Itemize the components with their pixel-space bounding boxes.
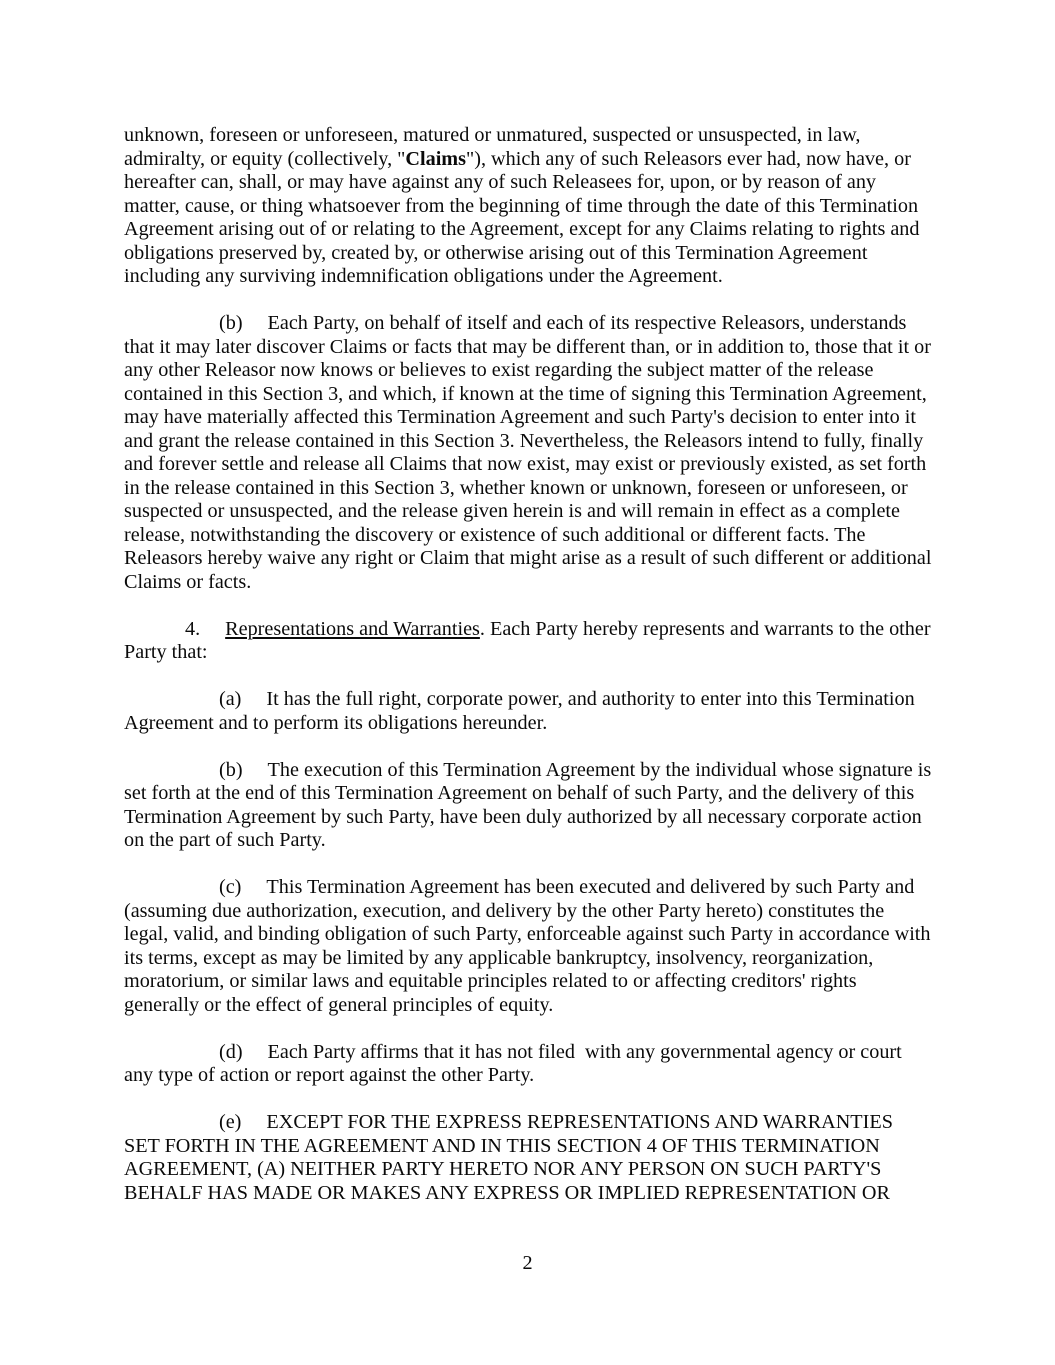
paragraph-section4-a [124,688,932,735]
paragraph-section4-b [124,758,937,853]
text-run: "), which any of such Releasors ever had, now have, or hereafter can, shall, or may have against any of such Releasees for, upon, or by reason of any matter, cause, or thing whatsoever from the beginning of time through the date of this Termination Agreement arising out of or relating to the Agreement, except for any Claims relating to rights and obligations preserved by, created by, or otherwise arising out of this Termination Agreement including any surviving indemnification obligations under the Agreement. [124,147,925,287]
text-run: (d) [219,1040,243,1063]
text-run: (c) [219,876,242,898]
document-body [124,124,937,1229]
text-run: (b) [219,758,243,781]
text-run: (e) [219,1111,242,1133]
paragraph-section4-c [124,876,936,1017]
paragraph-section4-e [124,1111,932,1205]
text-run: It has the full right, corporate power, and authority to enter into this Termination Agreement and to perform its obligations hereunder. [124,688,919,734]
text-run: unknown, foreseen or unforeseen, matured or unmatured, suspected or unsuspected, in law, admiralty, or equity (collectively, " [124,124,866,170]
text-run: (a) [219,688,242,710]
text-run: The execution of this Termination Agreement by the individual whose signature is set forth at the end of this Termination Agreement on behalf of such Party, and the delivery of this Termination Agreement by such Party, have been duly authorized by all necessary corporate action on the part of such Party. [124,758,937,851]
paragraph-section4-d [124,1041,932,1088]
text-run: (b) [219,312,243,334]
text-run: EXCEPT FOR THE EXPRESS REPRESENTATIONS AND WARRANTIES SET FORTH IN THE AGREEMENT AND IN THIS SECTION 4 OF THIS TERMINATION AGREEMENT, (A) NEITHER PARTY HERETO NOR ANY PERSON ON SUCH PARTY'S BEHALF HAS MADE OR MAKES ANY EXPRESS OR IMPLIED REPRESENTATION OR [124,1111,898,1204]
page-footer [0,1252,1055,1276]
paragraph-release-continuation [124,124,932,289]
text-run: Each Party, on behalf of itself and each of its respective Releasors, understands that it may later discover Claims or facts that may be different than, or in addition to, those that it or any other Releasor now knows or believes to exist regarding the subject matter of the release contained in this Section 3, and which, if known at the time of signing this Termination Agreement, may have materially affected this Termination Agreement and such Party's decision to enter into it and grant the release contained in this Section 3. Nevertheless, the Releasors intend to fully, finally and forever settle and release all Claims that now exist, may exist or previously existed, as set forth in the release contained in this Section 3, whether known or unknown, foreseen or unforeseen, or suspected or unsuspected, and the release given herein is and will remain in effect as a complete release, notwithstanding the discovery or existence of such additional or different facts. The Releasors hereby waive any right or Claim that might arise as a result of such different or additional Claims or facts. [124,312,937,593]
text-run: Representations and Warranties [225,617,480,640]
text-run: 4. [185,617,201,640]
text-run: Claims [405,147,466,170]
paragraph-section4-heading [124,617,936,665]
page-number: 2 [522,1252,533,1274]
text-run: . Each Party hereby represents and warrants to the other Party that: [124,617,936,663]
text-run: Each Party affirms that it has not filed with any governmental agency or court any type of action or report against the other Party. [124,1040,907,1086]
text-run: This Termination Agreement has been executed and delivered by such Party and (assuming due authorization, execution, and delivery by the other Party hereto) constitutes the legal, valid, and binding obligation of such Party, enforceable against such Party in accordance with its terms, except as may be limited by any applicable bankruptcy, insolvency, reorganization, moratorium, or similar laws and equitable principles related to or affecting creditors' rights generally or the effect of general principles of equity. [124,876,936,1016]
paragraph-section3-b [124,312,937,594]
